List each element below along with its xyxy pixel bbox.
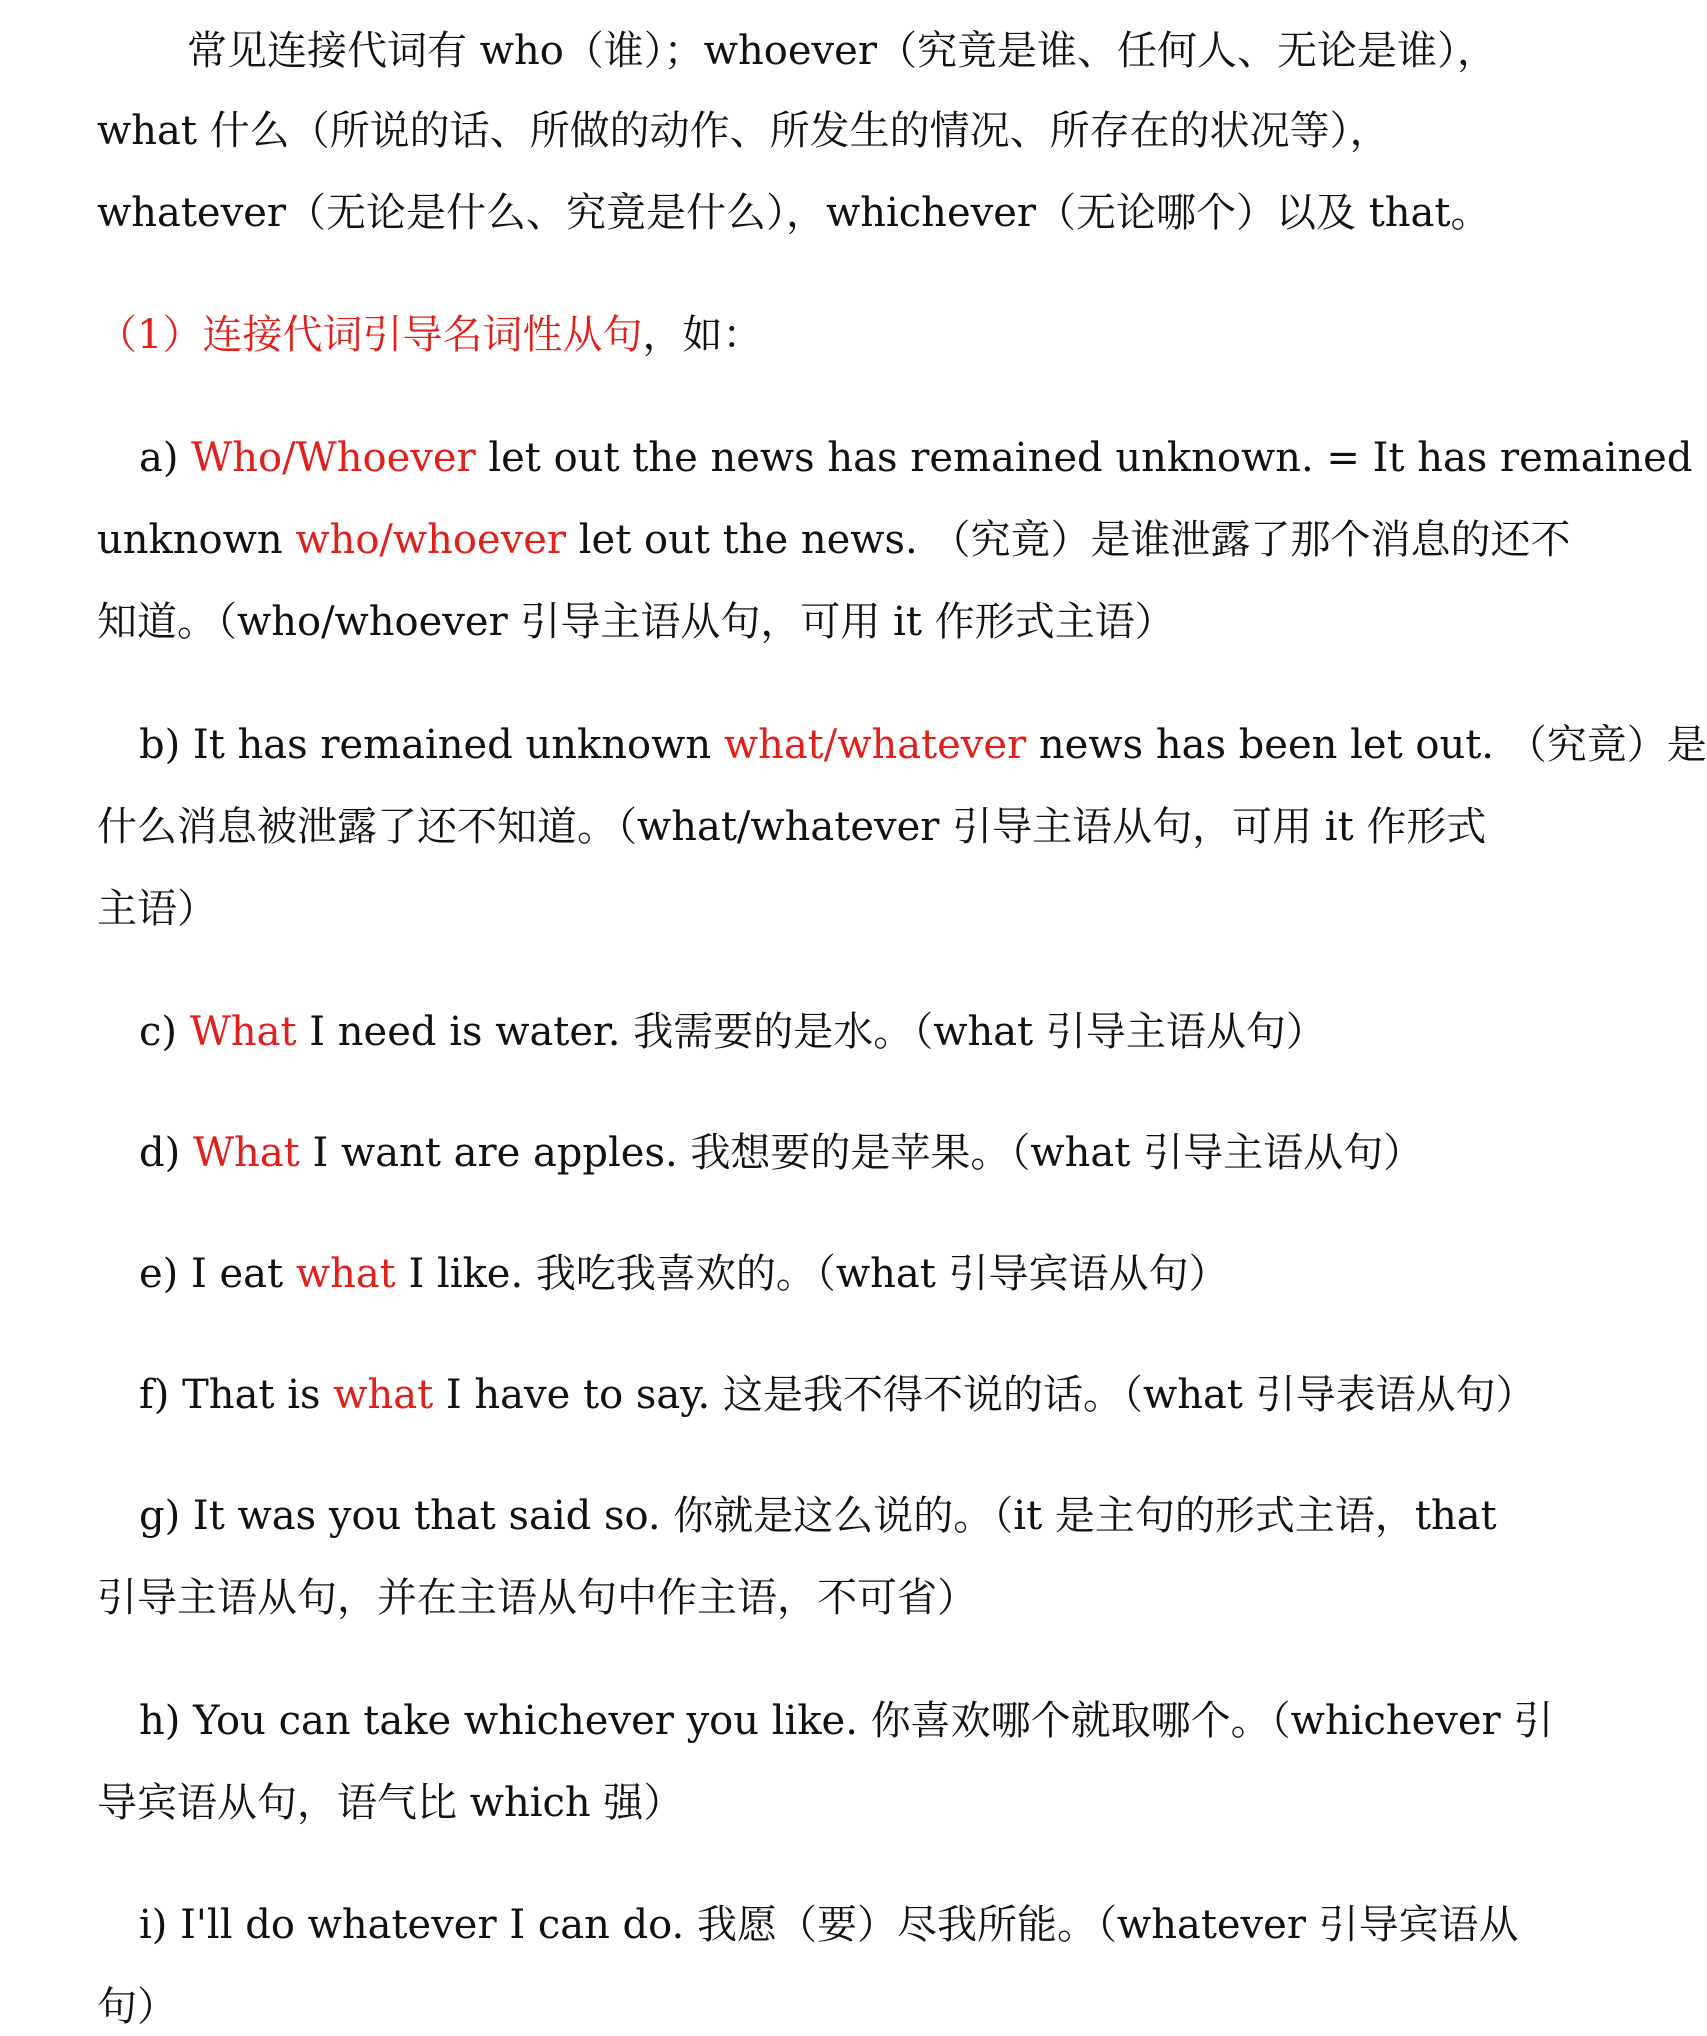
example-e-text: I like. 我吃我喜欢的。（what 引导宾语从句）	[395, 1251, 1229, 1297]
example-h-line-2: 导宾语从句，语气比 which 强）	[97, 1780, 684, 1826]
section-heading	[97, 310, 1517, 360]
section-heading-title: （1）连接代词引导名词性从句	[97, 312, 643, 358]
example-b-text: news has been let out. （究竟）是	[1026, 722, 1707, 768]
example-c-highlight: What	[189, 1009, 297, 1055]
example-e-line	[139, 1249, 1559, 1299]
example-f-text: f) That is	[139, 1372, 334, 1418]
example-c-text: c)	[139, 1009, 190, 1055]
example-i-line-2: 句）	[97, 1984, 177, 2030]
example-a-line-2	[97, 515, 1571, 565]
example-a-line-1	[139, 433, 1693, 483]
example-c-line	[139, 1007, 1559, 1057]
example-g-line-1: g) It was you that said so. 你就是这么说的。（it 是主句的形式主语，that	[139, 1493, 1497, 1539]
example-e-highlight: what	[295, 1251, 396, 1297]
example-d-line	[139, 1128, 1559, 1178]
example-b-line-2: 什么消息被泄露了还不知道。（what/whatever 引导主语从句，可用 it 作形式	[97, 804, 1487, 850]
intro-line-1: 常见连接代词有 who（谁）；whoever（究竟是谁、任何人、无论是谁），	[187, 28, 1497, 74]
intro-line-3: whatever（无论是什么、究竟是什么），whichever（无论哪个）以及 that。	[97, 190, 1491, 236]
example-f-highlight: what	[333, 1372, 434, 1418]
example-a-highlight: who/whoever	[295, 517, 567, 563]
example-d-text: d)	[139, 1130, 193, 1176]
example-a-text: unknown	[97, 517, 296, 563]
example-a-line-3: 知道。（who/whoever 引导主语从句，可用 it 作形式主语）	[97, 599, 1175, 645]
example-b-highlight: what/whatever	[723, 722, 1027, 768]
example-c-text: I need is water. 我需要的是水。（what 引导主语从句）	[296, 1009, 1326, 1055]
example-a-text: let out the news has remained unknown. = It has remained	[475, 435, 1693, 481]
example-a-text: a)	[139, 435, 192, 481]
example-f-line	[139, 1370, 1559, 1420]
example-h-line-1: h) You can take whichever you like. 你喜欢哪个就取哪个。（whichever 引	[139, 1698, 1554, 1744]
section-heading-suffix: ，如：	[642, 312, 763, 358]
example-g-line-2: 引导主语从句，并在主语从句中作主语，不可省）	[97, 1575, 977, 1621]
example-b-line-1	[139, 720, 1707, 770]
example-a-text: let out the news. （究竟）是谁泄露了那个消息的还不	[566, 517, 1571, 563]
example-i-line-1: i) I'll do whatever I can do. 我愿（要）尽我所能。（whatever 引导宾语从	[139, 1902, 1519, 1948]
example-d-highlight: What	[192, 1130, 300, 1176]
intro-line-2: what 什么（所说的话、所做的动作、所发生的情况、所存在的状况等），	[97, 108, 1390, 154]
example-f-text: I have to say. 这是我不得不说的话。（what 引导表语从句）	[433, 1372, 1536, 1418]
example-e-text: e) I eat	[139, 1251, 296, 1297]
example-a-highlight: Who/Whoever	[191, 435, 476, 481]
example-b-text: b) It has remained unknown	[139, 722, 724, 768]
example-d-text: I want are apples. 我想要的是苹果。（what 引导主语从句）	[299, 1130, 1424, 1176]
example-b-line-3: 主语）	[97, 886, 217, 932]
